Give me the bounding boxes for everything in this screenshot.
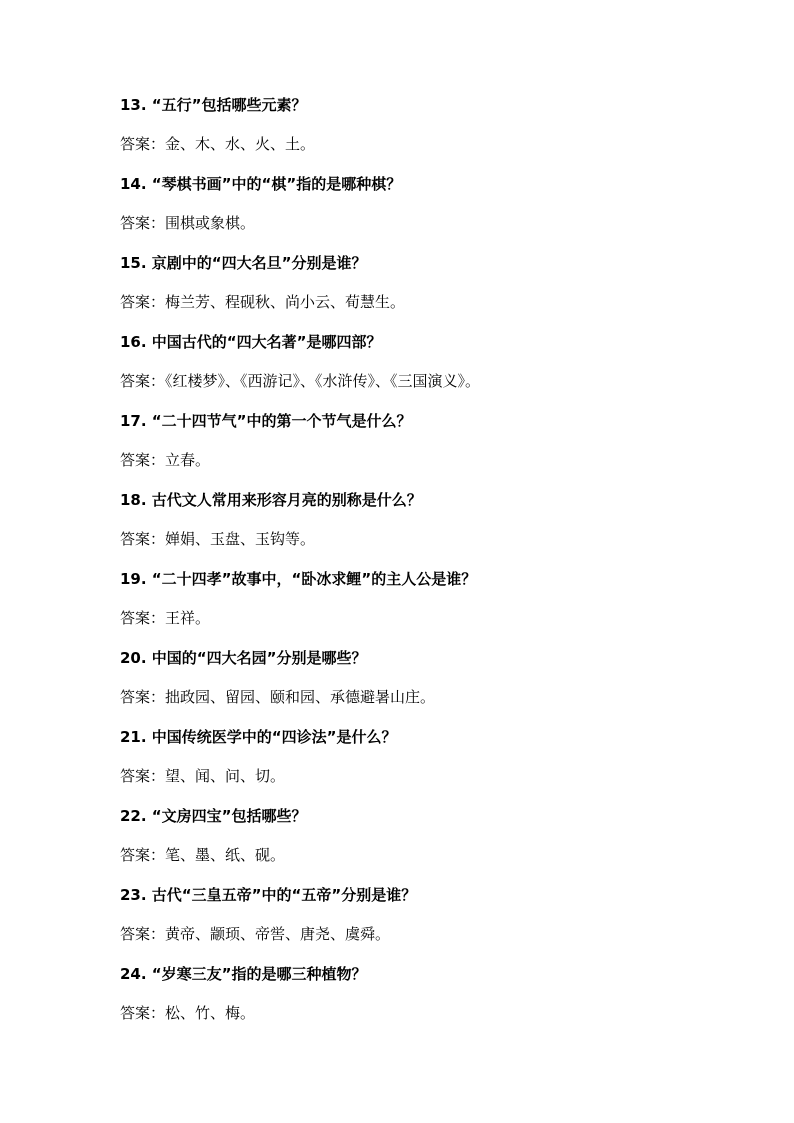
question-text: 22. “文房四宝”包括哪些？ bbox=[120, 807, 307, 825]
answer-text: 答案：金、木、水、火、土。 bbox=[120, 135, 316, 153]
question-text: 16. 中国古代的“四大名著”是哪四部？ bbox=[120, 333, 382, 351]
qa-item-15 bbox=[120, 250, 760, 315]
question-text: 20. 中国的“四大名园”分别是哪些？ bbox=[120, 649, 367, 667]
qa-item-22 bbox=[120, 803, 760, 868]
answer-text: 答案：婵娟、玉盘、玉钩等。 bbox=[120, 530, 316, 548]
question-text: 21. 中国传统医学中的“四诊法”是什么？ bbox=[120, 728, 397, 746]
answer-text: 答案：王祥。 bbox=[120, 609, 211, 627]
qa-item-20 bbox=[120, 645, 760, 710]
question-text: 13. “五行”包括哪些元素？ bbox=[120, 96, 307, 114]
question-text: 18. 古代文人常用来形容月亮的别称是什么？ bbox=[120, 491, 422, 509]
qa-item-16 bbox=[120, 329, 760, 394]
qa-item-21 bbox=[120, 724, 760, 789]
answer-text: 答案：立春。 bbox=[120, 451, 211, 469]
question-text: 24. “岁寒三友”指的是哪三种植物？ bbox=[120, 965, 367, 983]
answer-text: 答案：望、闻、问、切。 bbox=[120, 767, 286, 785]
qa-item-17 bbox=[120, 408, 760, 473]
answer-text: 答案：《红楼梦》、《西游记》、《水浒传》、《三国演义》。 bbox=[120, 372, 481, 390]
answer-text: 答案：笔、墨、纸、砚。 bbox=[120, 846, 286, 864]
question-text: 19. “二十四孝”故事中，“卧冰求鲤”的主人公是谁？ bbox=[120, 570, 477, 588]
qa-item-13 bbox=[120, 92, 760, 157]
qa-item-23 bbox=[120, 882, 760, 947]
answer-text: 答案：黄帝、颛顼、帝喾、唐尧、虞舜。 bbox=[120, 925, 391, 943]
qa-item-18 bbox=[120, 487, 760, 552]
qa-item-19 bbox=[120, 566, 760, 631]
question-text: 15. 京剧中的“四大名旦”分别是谁？ bbox=[120, 254, 367, 272]
question-text: 23. 古代“三皇五帝”中的“五帝”分别是谁？ bbox=[120, 886, 417, 904]
answer-text: 答案：松、竹、梅。 bbox=[120, 1004, 256, 1022]
qa-item-24 bbox=[120, 961, 760, 1026]
answer-text: 答案：拙政园、留园、颐和园、承德避暑山庄。 bbox=[120, 688, 436, 706]
qa-list bbox=[120, 92, 760, 1040]
answer-text: 答案：围棋或象棋。 bbox=[120, 214, 256, 232]
qa-item-14 bbox=[120, 171, 760, 236]
answer-text: 答案：梅兰芳、程砚秋、尚小云、荀慧生。 bbox=[120, 293, 406, 311]
question-text: 17. “二十四节气”中的第一个节气是什么？ bbox=[120, 412, 412, 430]
question-text: 14. “琴棋书画”中的“棋”指的是哪种棋？ bbox=[120, 175, 402, 193]
